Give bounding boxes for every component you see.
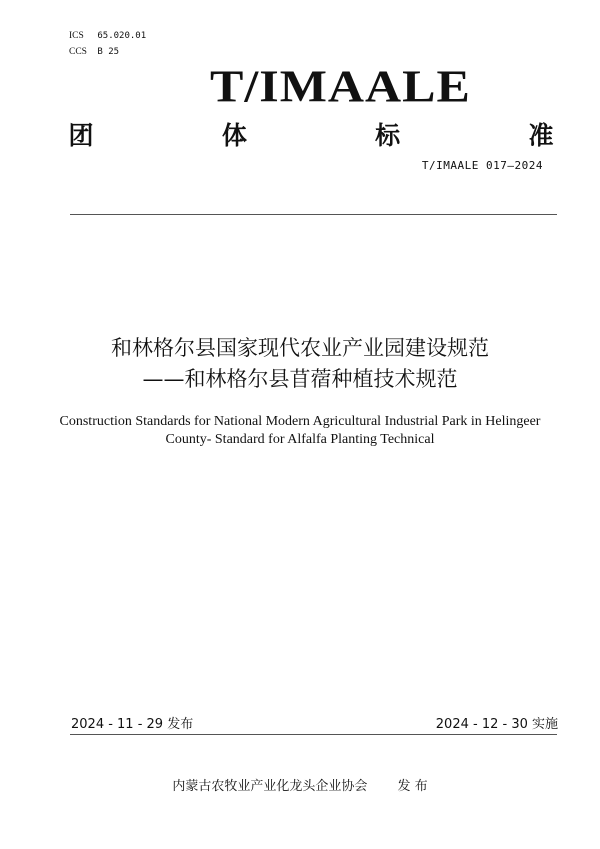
organization-code-logo: T/IMAALE [210, 60, 471, 112]
ics-label: ICS [69, 31, 84, 41]
ics-value: 65.020.01 [97, 31, 147, 41]
title-english-line: Construction Standards for National Modern Agricultural Industrial Park in Helingeer [59, 414, 541, 429]
top-divider [70, 214, 557, 215]
standard-number: T/IMAALE 017—2024 [421, 159, 543, 172]
standard-type [66, 116, 556, 148]
ics-code [69, 28, 146, 44]
title-english-line: County- Standard for Alfalfa Planting Technical [165, 432, 435, 447]
publisher-name: 内蒙古农牧业产业化龙头企业协会 [172, 779, 368, 794]
publish-date: 2024 - 11 - 29 发布 [71, 717, 194, 732]
standard-type-char: 准 [528, 121, 554, 150]
implementation-date: 2024 - 12 - 30 实施 [435, 717, 558, 732]
bottom-divider [70, 734, 557, 735]
classification-codes [69, 28, 146, 60]
standard-type-char: 团 [68, 121, 94, 150]
ccs-code [69, 44, 146, 60]
publisher-line [0, 775, 600, 794]
title-english [0, 413, 600, 449]
title-chinese-main: 和林格尔县国家现代农业产业园建设规范 [111, 336, 489, 360]
ccs-value: B 25 [97, 47, 120, 57]
standard-type-char: 体 [221, 121, 247, 150]
publish-word: 发 布 [397, 779, 428, 794]
title-chinese-subtitle: ——和林格尔县苜蓿种植技术规范 [142, 367, 458, 391]
standard-type-char: 标 [375, 121, 401, 150]
ccs-label: CCS [69, 47, 87, 57]
